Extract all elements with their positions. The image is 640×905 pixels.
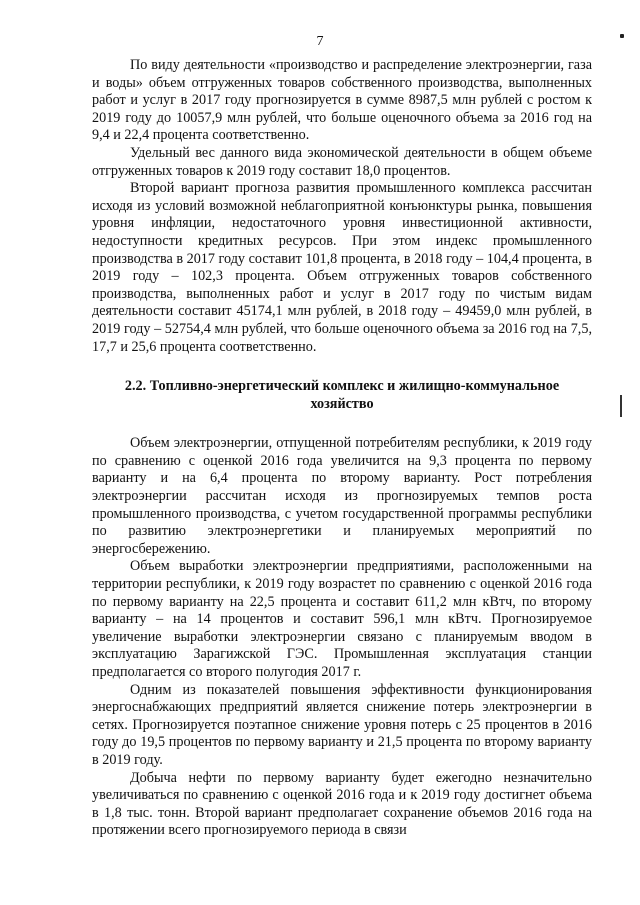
paragraph: Объем выработки электроэнергии предприятиями, расположенными на территории республики, к 2019 году возрастет по сравнению с оценкой 2016 года по первому варианту на 22,5 процента и составит 611,2 млн кВтч, по второму варианту – на 14 процентов и составит 596,1 млн кВтч. Прогнозируемое увеличение выработки электроэнергии связано с планируемым вводом в эксплуатацию Зарагижской ГЭС. Промышленная эксплуатация станции предполагается со второго полугодия 2017 г. xyxy=(92,558,592,680)
paragraph: Объем электроэнергии, отпущенной потребителям республики, к 2019 году по сравнению с оценкой 2016 года увеличится на 9,3 процента по первому варианту и на 6,4 процента по второму варианту. Рост потребления электроэнергии рассчитан исходя из прогнозируемых темпов роста промышленного производства, с учетом государственной программы республики по развитию электроэнергетики и планируемых мероприятий по энергосбережению. xyxy=(92,435,592,557)
page-number: 7 xyxy=(316,34,324,49)
paragraph: Одним из показателей повышения эффективности функционирования энергоснабжающих предприятий является снижение потерь электроэнергии в сетях. Прогнозируется поэтапное снижение уровня потерь с 25 процентов в 2016 году до 19,5 процентов по первому варианту и 21,5 процента по второму варианту в 2019 году. xyxy=(92,681,592,768)
paragraph: Добыча нефти по первому варианту будет ежегодно незначительно увеличиваться по сравнению с оценкой 2016 года и к 2019 году достигнет объема в 1,8 тыс. тонн. Второй вариант предполагает сохранение объемов 2016 года на протяжении всего прогнозируемого периода в связи xyxy=(92,769,592,839)
document-body xyxy=(92,57,592,840)
paragraph: Удельный вес данного вида экономической деятельности в общем объеме отгруженных товаров к 2019 году составит 18,0 процентов. xyxy=(92,144,592,179)
scan-margin-mark xyxy=(620,395,622,417)
scan-mark xyxy=(620,34,624,38)
paragraph: По виду деятельности «производство и распределение электроэнергии, газа и воды» объем отгруженных товаров собственного производства, выполненных работ и услуг в 2017 году прогнозируется в сумме 8987,5 млн рублей с ростом к 2019 году до 10057,9 млн рублей, что больше оценочного объема за 2016 год на 9,4 и 22,4 процента соответственно. xyxy=(92,57,592,144)
paragraph: Второй вариант прогноза развития промышленного комплекса рассчитан исходя из условий возможной неблагоприятной конъюнктуры рынка, повышения уровня инфляции, недостаточного уровня инвестиционной активности, недоступности кредитных ресурсов. При этом индекс промышленного производства в 2017 году составит 101,8 процента, в 2018 году – 104,4 процента, в 2019 году – 102,3 процента. Объем отгруженных товаров собственного производства, выполненных работ и услуг в 2017 году по чистым видам деятельности составит 45174,1 млн рублей, в 2018 году – 49459,0 млн рублей, в 2019 году – 52754,4 млн рублей, что больше оценочного объема за 2016 год на 7,5, 17,7 и 25,6 процента соответственно. xyxy=(92,180,592,355)
section-heading: 2.2. Топливно-энергетический комплекс и жилищно-коммунальное хозяйство xyxy=(124,378,560,412)
